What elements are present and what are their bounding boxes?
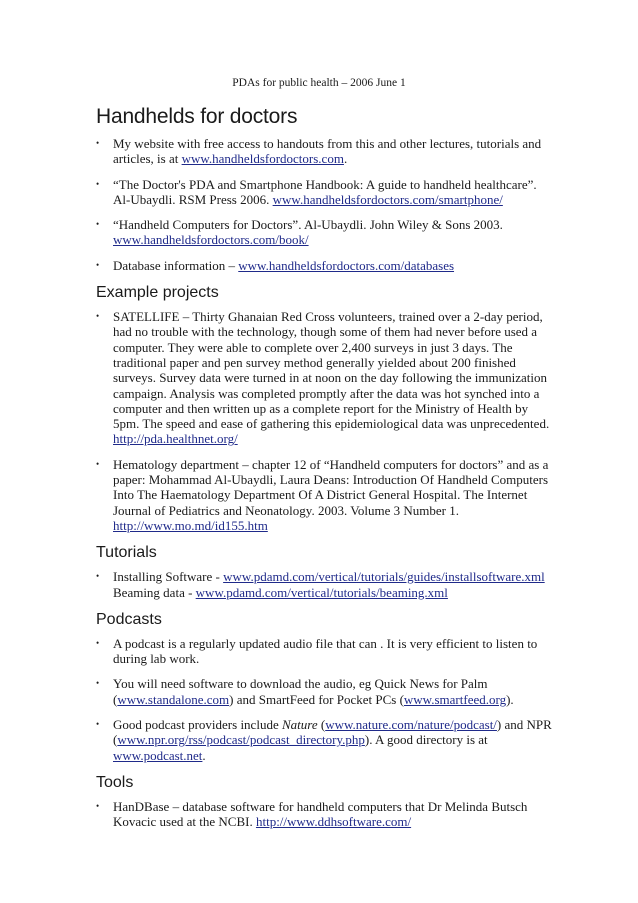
beaming-data-link[interactable]: www.pdamd.com/vertical/tutorials/beaming.xml <box>195 584 448 600</box>
podcast-directory-link[interactable]: www.podcast.net <box>113 747 203 763</box>
bullet-icon: • <box>96 178 100 189</box>
satellife-link[interactable]: http://pda.healthnet.org/ <box>113 431 238 447</box>
list-item: • Hematology department – chapter 12 of “Handheld computers for doctors” and as a paper: Mohammad Al-Ubaydli, Laura Deans: Introduction Of Handheld Computers Into The Haematology Department Of A District General Hospital. The Internet Journal of Pediatrics and Neonatology. 2003. Volume 3 Number 1. http://www.mo.md/id155.htm <box>96 456 549 533</box>
bullet-icon: • <box>96 800 100 811</box>
list-item: • “Handheld Computers for Doctors”. Al-Ubaydli. John Wiley & Sons 2003. www.handheldsfordoctors.com/book/ <box>96 217 503 248</box>
list-item: • A podcast is a regularly updated audio file that can . It is very efficient to listen to during lab work. <box>96 635 538 667</box>
list-item: • Database information – www.handheldsfordoctors.com/databases <box>96 257 455 273</box>
section-heading-tutorials: Tutorials <box>96 544 157 562</box>
bullet-icon: • <box>96 678 100 689</box>
bullet-icon: • <box>96 719 100 730</box>
running-header: PDAs for public health – 2006 June 1 <box>232 77 406 89</box>
databases-link[interactable]: www.handheldsfordoctors.com/databases <box>238 257 455 273</box>
document-body <box>96 104 552 840</box>
tools-list <box>96 799 552 830</box>
bullet-icon: • <box>96 311 100 322</box>
bullet-icon: • <box>96 138 100 148</box>
list-item: • “The Doctor's PDA and Smartphone Handbook: A guide to handheld healthcare”. Al-Ubaydli. RSM Press 2006. www.handheldsfordoctors.com/smartphone/ <box>96 176 537 207</box>
page-title: Handhelds for doctors <box>96 105 298 128</box>
bullet-icon: • <box>96 219 100 230</box>
list-item: • My website with free access to handouts from this and other lectures, tutorials and articles, is at www.handheldsfordoctors.com. <box>96 136 542 167</box>
section-heading-podcasts: Podcasts <box>96 610 162 628</box>
tutorials-list <box>96 569 552 600</box>
list-item: • HanDBase – database software for handheld computers that Dr Melinda Butsch Kovacic used at the NCBI. http://www.ddhsoftware.com/ <box>96 798 528 830</box>
bullet-icon: • <box>96 259 100 270</box>
install-software-link[interactable]: www.pdamd.com/vertical/tutorials/guides/installsoftware.xml <box>223 569 545 585</box>
bullet-icon: • <box>96 571 100 582</box>
list-item: • Good podcast providers include Nature (www.nature.com/nature/podcast/) and NPR (www.npr.org/rss/podcast/podcast_directory.php). A good directory is at www.podcast.net. <box>96 717 552 763</box>
bullet-icon: • <box>96 458 100 469</box>
bullet-icon: • <box>96 637 100 648</box>
standalone-link[interactable]: www.standalone.com <box>117 691 230 707</box>
example-projects-list <box>96 309 552 533</box>
website-link[interactable]: www.handheldsfordoctors.com <box>181 151 344 167</box>
ddhsoftware-link[interactable]: http://www.ddhsoftware.com/ <box>255 814 412 830</box>
podcasts-list <box>96 636 552 763</box>
section-heading-example-projects: Example projects <box>96 284 219 302</box>
book-link[interactable]: www.handheldsfordoctors.com/book/ <box>113 232 309 248</box>
npr-podcast-link[interactable]: www.npr.org/rss/podcast/podcast_directory.php <box>117 732 365 748</box>
hematology-paper-link[interactable]: http://www.mo.md/id155.htm <box>113 517 268 533</box>
list-item: • SATELLIFE – Thirty Ghanaian Red Cross volunteers, trained over a 2-day period, had no trouble with the technology, though some of them had never before used a computer. They were able to complete over 2,400 surveys in just 3 days. The traditional paper and pen survey method generally yielded about 200 finished surveys. Survey data were turned in at noon on the day following the immunization campaign. Analysis was completed promptly after the data was hot synched into a computer and then written up as a complete report for the Ministry of Health by 5pm. The speed and ease of gathering this epidemiological data was unprecedented. http://pda.healthnet.org/ <box>96 309 550 447</box>
list-item: • You will need software to download the audio, eg Quick News for Palm (www.standalone.com) and SmartFeed for Pocket PCs (www.smartfeed.org). <box>96 676 514 707</box>
intro-list <box>96 136 552 273</box>
section-heading-tools: Tools <box>96 773 134 791</box>
smartphone-book-link[interactable]: www.handheldsfordoctors.com/smartphone/ <box>272 191 503 207</box>
smartfeed-link[interactable]: www.smartfeed.org <box>403 691 507 707</box>
nature-podcast-link[interactable]: www.nature.com/nature/podcast/ <box>325 717 497 733</box>
list-item: • Installing Software - www.pdamd.com/vertical/tutorials/guides/installsoftware.xml Beaming data - www.pdamd.com/vertical/tutorials/beaming.xml <box>96 569 545 600</box>
